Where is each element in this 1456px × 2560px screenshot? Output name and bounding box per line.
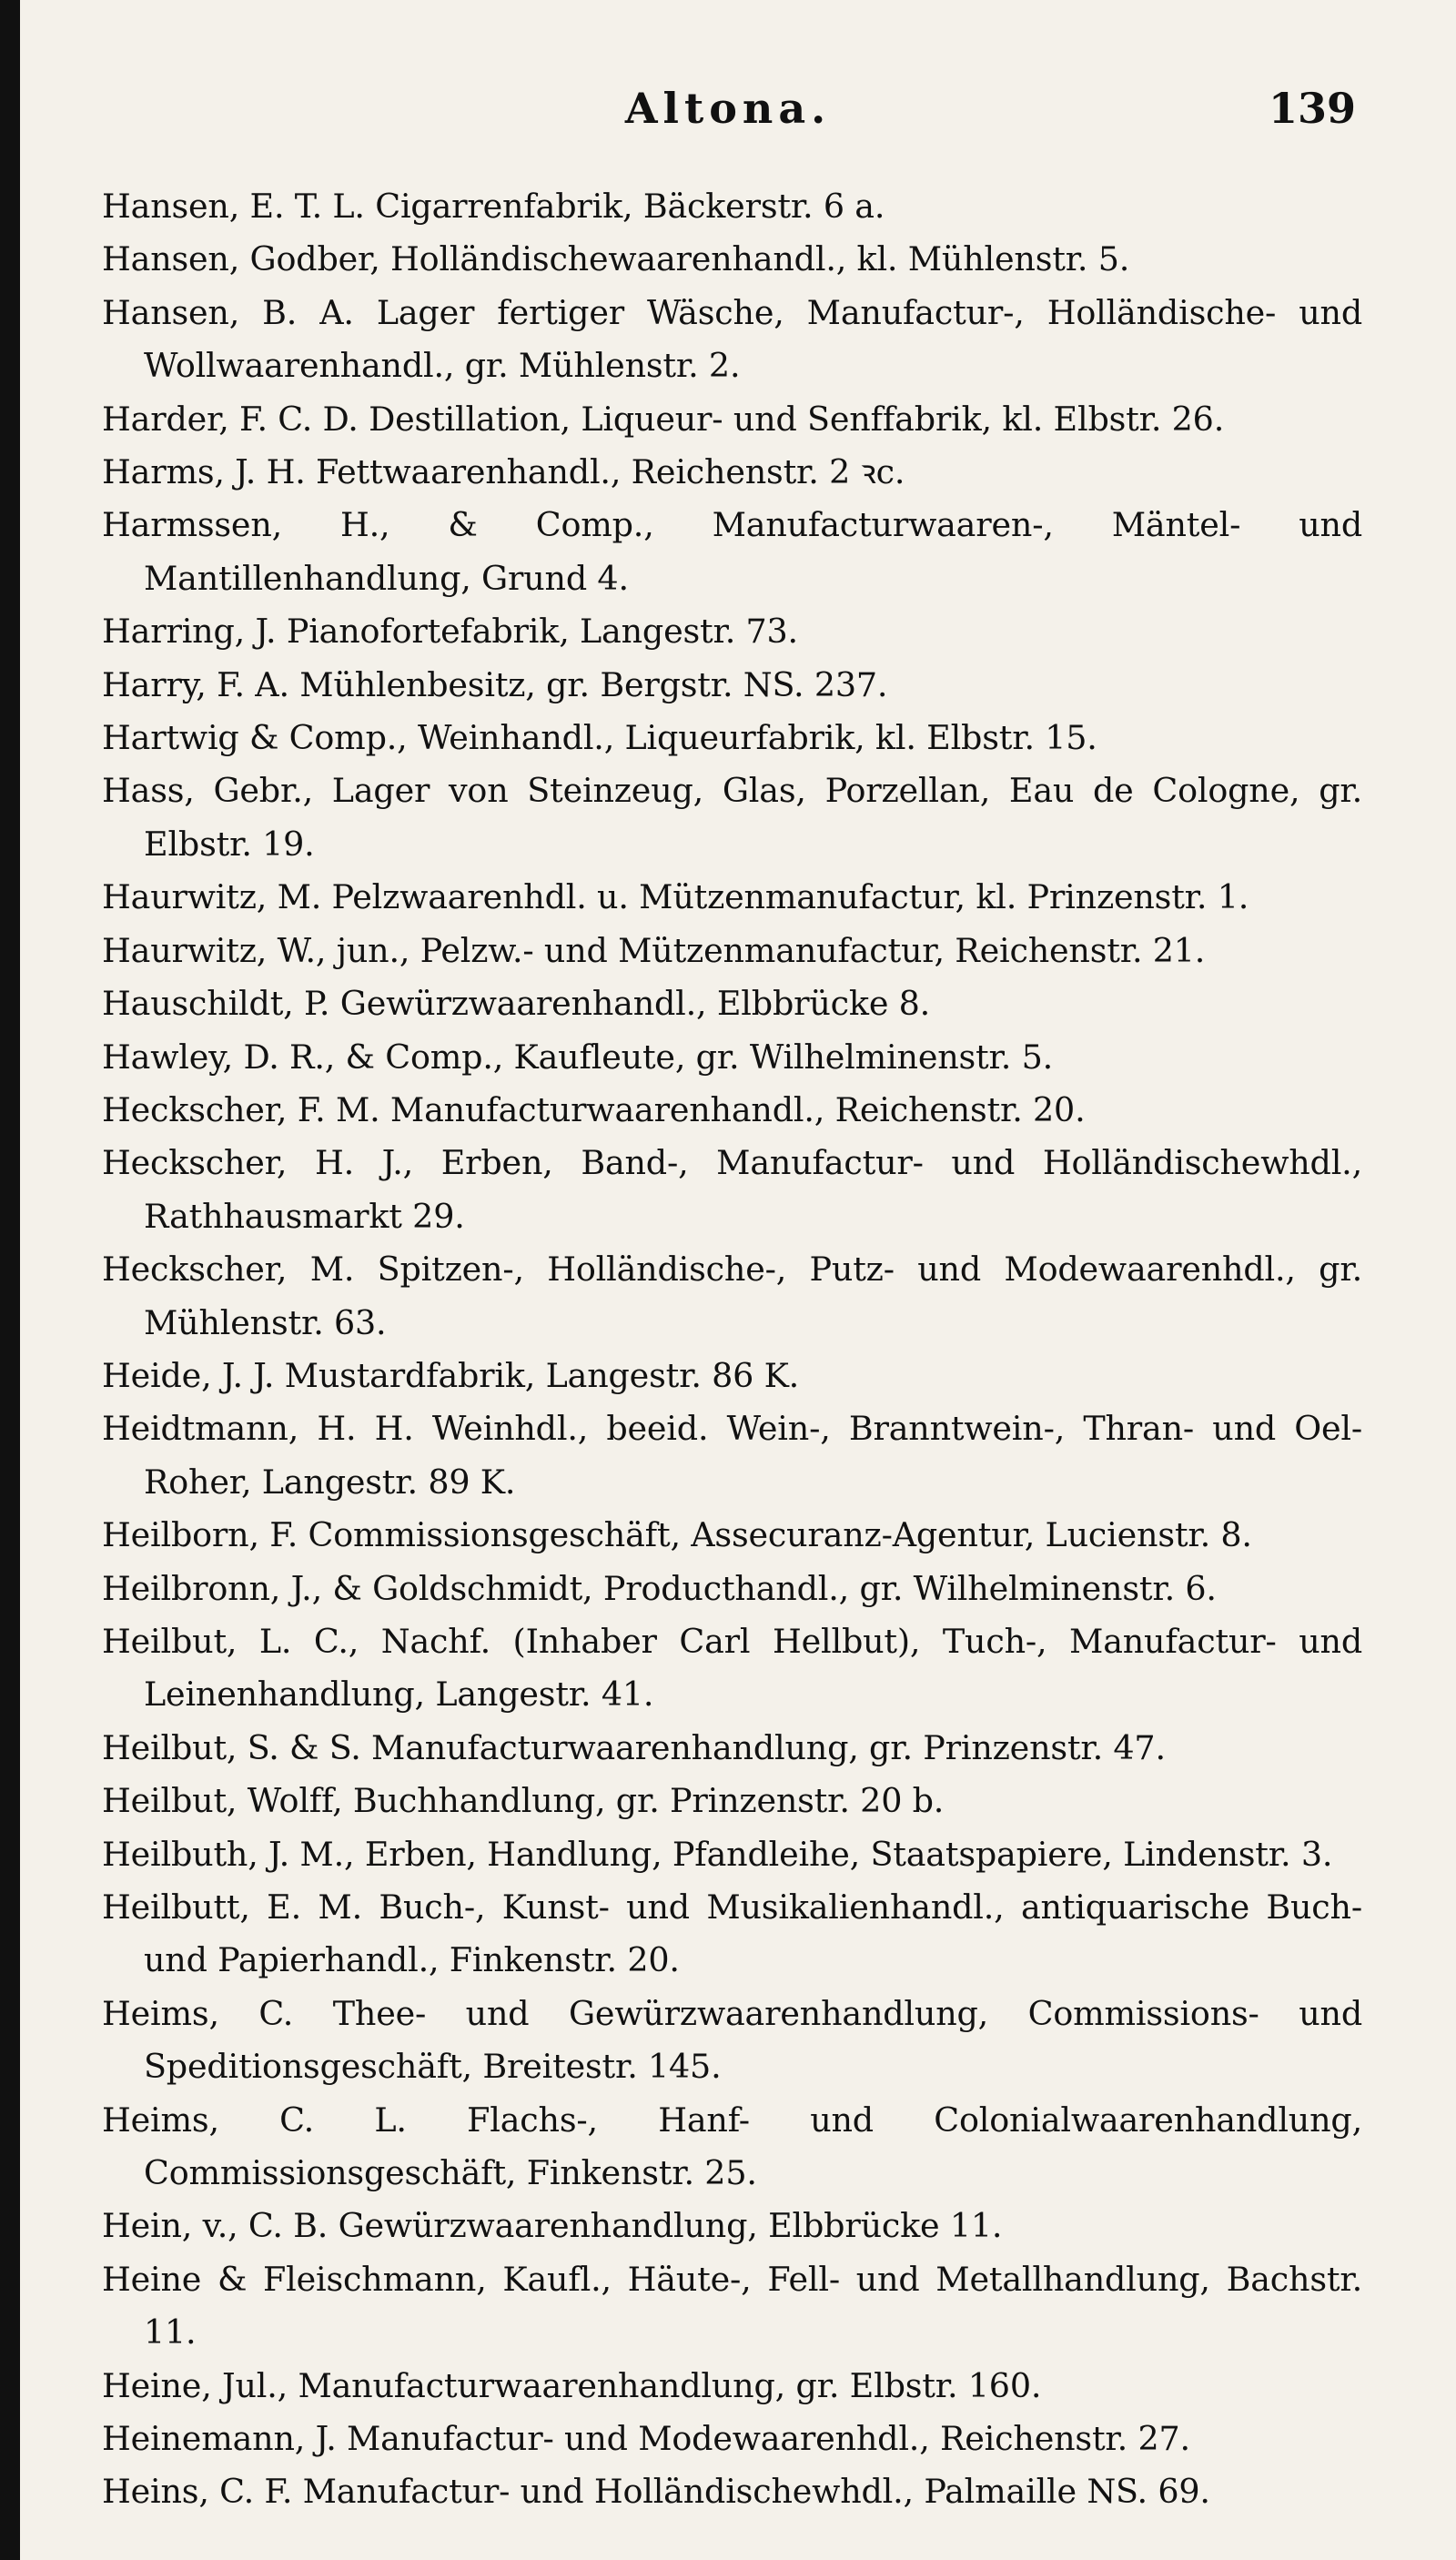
running-title: Altona. bbox=[624, 84, 832, 133]
directory-entry: Heins, C. F. Manufactur- und Holländischewhdl., Palmaille NS. 69. bbox=[102, 2472, 1210, 2512]
scan-edge bbox=[0, 0, 20, 2560]
directory-entry: Heine, Jul., Manufacturwaarenhandlung, gr. Elbstr. 160. bbox=[102, 2365, 1042, 2405]
directory-entry: Heilborn, F. Commissionsgeschäft, Assecuranz-Agentur, Lucienstr. 8. bbox=[102, 1515, 1252, 1555]
directory-entry: Heidtmann, H. H. Weinhdl., beeid. Wein-, Branntwein-, Thran- und Oel-Roher, Langestr. 89 K. bbox=[102, 1409, 1362, 1502]
directory-entry: Heinemann, J. Manufactur- und Modewaarenhdl., Reichenstr. 27. bbox=[102, 2419, 1190, 2459]
directory-entry: Heims, C. Thee- und Gewürzwaarenhandlung, Commissions- und Speditionsgeschäft, Breitestr. 145. bbox=[102, 1993, 1362, 2087]
page-number: 139 bbox=[1268, 84, 1356, 133]
directory-entry: Heckscher, M. Spitzen-, Holländische-, Putz- und Modewaarenhdl., gr. Mühlenstr. 63. bbox=[102, 1250, 1362, 1342]
directory-entry: Hartwig & Comp., Weinhandl., Liqueurfabrik, kl. Elbstr. 15. bbox=[102, 718, 1097, 758]
directory-entry: Heilbut, S. & S. Manufacturwaarenhandlung, gr. Prinzenstr. 47. bbox=[102, 1727, 1166, 1767]
directory-entry: Haurwitz, M. Pelzwaarenhdl. u. Mützenmanufactur, kl. Prinzenstr. 1. bbox=[102, 877, 1249, 917]
directory-entry: Heine & Fleischmann, Kaufl., Häute-, Fell- und Metallhandlung, Bachstr. 11. bbox=[102, 2259, 1362, 2353]
directory-entry: Heilbuth, J. M., Erben, Handlung, Pfandleihe, Staatspapiere, Lindenstr. 3. bbox=[102, 1834, 1333, 1874]
directory-entry: Harring, J. Pianofortefabrik, Langestr. 73. bbox=[102, 612, 798, 652]
directory-entry: Hansen, E. T. L. Cigarrenfabrik, Bäckerstr. 6 a. bbox=[102, 187, 885, 226]
directory-entry: Hansen, B. A. Lager fertiger Wäsche, Manufactur-, Holländische- und Wollwaarenhandl., gr. Mühlenstr. 2. bbox=[102, 292, 1362, 386]
page-header bbox=[100, 84, 1356, 157]
directory-entry: Heilbutt, E. M. Buch-, Kunst- und Musikalienhandl., antiquarische Buch- und Papierhandl., Finkenstr. 20. bbox=[102, 1887, 1362, 1980]
directory-entry: Harmssen, H., & Comp., Manufacturwaaren-, Mäntel- und Mantillenhandlung, Grund 4. bbox=[102, 505, 1362, 598]
directory-entry: Heckscher, F. M. Manufacturwaarenhandl., Reichenstr. 20. bbox=[102, 1089, 1086, 1129]
directory-entry: Harms, J. H. Fettwaarenhandl., Reichenstr. 2 ꝛc. bbox=[102, 452, 905, 492]
directory-entry: Heide, J. J. Mustardfabrik, Langestr. 86 K. bbox=[102, 1355, 800, 1395]
directory-entry: Heilbut, Wolff, Buchhandlung, gr. Prinzenstr. 20 b. bbox=[102, 1781, 945, 1821]
directory-entry: Heckscher, H. J., Erben, Band-, Manufactur- und Holländischewhdl., Rathhausmarkt 29. bbox=[102, 1143, 1362, 1236]
directory-entry: Harry, F. A. Mühlenbesitz, gr. Bergstr. NS. 237. bbox=[102, 664, 888, 704]
directory-entry: Hass, Gebr., Lager von Steinzeug, Glas, Porzellan, Eau de Cologne, gr. Elbstr. 19. bbox=[102, 771, 1362, 864]
directory-entries bbox=[102, 180, 1362, 2519]
directory-entry: Hein, v., C. B. Gewürzwaarenhandlung, Elbbrücke 11. bbox=[102, 2206, 1003, 2246]
directory-entry: Hawley, D. R., & Comp., Kaufleute, gr. Wilhelminenstr. 5. bbox=[102, 1037, 1053, 1077]
directory-entry: Haurwitz, W., jun., Pelzw.- und Mützenmanufactur, Reichenstr. 21. bbox=[102, 930, 1206, 970]
directory-entry: Heilbut, L. C., Nachf. (Inhaber Carl Hellbut), Tuch-, Manufactur- und Leinenhandlung, Langestr. 41. bbox=[102, 1621, 1362, 1715]
directory-entry: Heims, C. L. Flachs-, Hanf- und Colonialwaarenhandlung, Commissionsgeschäft, Finkenstr. 25. bbox=[102, 2100, 1362, 2193]
directory-entry: Hansen, Godber, Holländischewaarenhandl., kl. Mühlenstr. 5. bbox=[102, 239, 1130, 279]
directory-entry: Heilbronn, J., & Goldschmidt, Producthandl., gr. Wilhelminenstr. 6. bbox=[102, 1568, 1217, 1608]
directory-entry: Harder, F. C. D. Destillation, Liqueur- und Senffabrik, kl. Elbstr. 26. bbox=[102, 399, 1225, 439]
directory-entry: Hauschildt, P. Gewürzwaarenhandl., Elbbrücke 8. bbox=[102, 984, 931, 1024]
